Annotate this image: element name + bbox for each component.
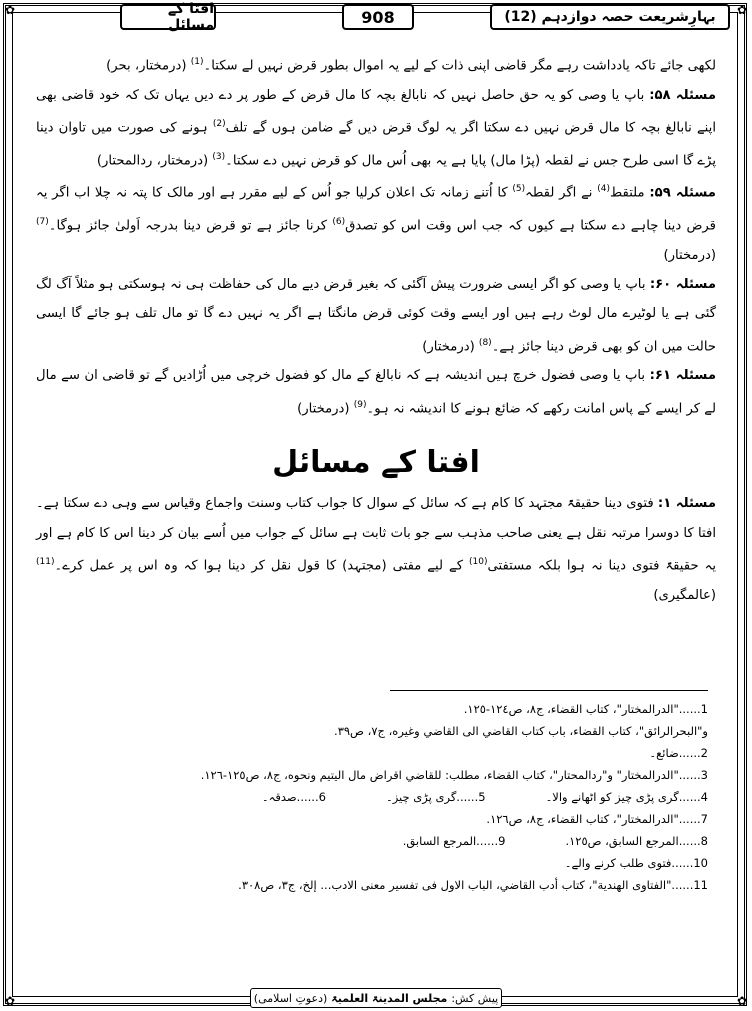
footnote: 3......"الدرالمختار" و"ردالمحتار"، كتاب القضاء، مطلب: للقاضي اقراض مال اليتيم ونحوه، ج٨، ص١٢٥-١٢٦.	[200, 768, 708, 782]
footer-org: (دعوتِ اسلامی)	[253, 991, 328, 1005]
chapter-title: افتا کے مسائل	[120, 4, 216, 30]
masala-59: مسئلہ ۵۹: ملتقط$^{(4)}$ نے اگر لقطہ$^{(5)}$ کا اُتنے زمانہ تک اعلان کرلیا جو اُس کے لیے مقرر ہے اور مالک کا پتہ نہ چلا اب اگر یہ قرض دینا چاہے دے سکتا ہے کیوں کہ جب اس وقت اس کو تصدق$^{(6)}$ کرنا جائز ہے تو قرض دینا بدرجہ اَولیٰ جائز ہوگا۔$^{(7)}$ (درمختار)	[36, 184, 716, 263]
footnote: 6......صدقہ۔	[261, 790, 326, 804]
corner-ornament-icon: ✿	[736, 994, 748, 1008]
corner-ornament-icon: ✿	[4, 994, 16, 1008]
masala-58: مسئلہ ۵۸: باپ یا وصی کو یہ حق حاصل نہیں کہ نابالغ بچہ کا مال قرض کے طور پر دے دیں یہاں تک کہ خود قاضی بھی اپنے نابالغ بچہ کا مال قرض نہیں دے سکتا اگر یہ لوگ قرض دیں گے ضامن ہوں گے تلف$^{(2)}$ ہونے کی صورت میں تاوان دینا پڑے گا اسی طرح جس نے لقطہ (پڑا مال) پایا ہے یہ بھی اُس مال کو قرض نہیں دے سکتا۔$^{(3)}$ (درمختار، ردالمحتار)	[36, 87, 717, 169]
main-text	[36, 48, 716, 610]
paragraph-continuation: لکھی جائے تاکہ یادداشت رہے مگر قاضی اپنی ذات کے لیے یہ اموال بطور قرض نہیں لے سکتا۔$^{(1)}$ (درمختار، بحر)	[106, 57, 716, 74]
footnote-row	[64, 786, 708, 808]
footnote: 2......ضائع۔	[649, 746, 708, 760]
corner-ornament-icon: ✿	[4, 3, 16, 17]
section-title: افتا کے مسائل	[272, 445, 480, 481]
footnotes	[64, 698, 708, 896]
footer-presented-by: پیش کش:	[451, 991, 499, 1005]
footnote: 9......المرجع السابق.	[402, 834, 506, 848]
corner-ornament-icon: ✿	[736, 3, 748, 17]
footnote-row	[64, 830, 708, 852]
footnote: 1......"الدرالمختار"، كتاب القضاء، ج٨، ص١٢٤-١٢٥.	[463, 702, 708, 716]
footnote: 11......"الفتاوى الهندية"، كتاب أدب القاضي، الباب الاول فى تفسير معنى الادب... إلخ، ج٣، ص٣٠٨.	[238, 878, 708, 892]
masala-60: مسئلہ ۶۰: باپ یا وصی کو اگر ایسی ضرورت پیش آگئی کہ بغیر قرض دیے مال کی حفاظت ہی نہ ہوسکتی ہو مثلاً آگ لگ گئی ہے یا لوٹیرے مال لوٹ رہے ہیں اور ایسے وقت کوئی قرض مانگتا ہے اگر یہ نہیں دے گا تو مال تلف ہو جائے گا ایسی حالت میں ان کو بھی قرض دینا جائز ہے۔$^{(8)}$ (درمختار)	[36, 277, 716, 355]
page-number: 908	[342, 4, 414, 30]
footer-publisher: مجلس المدینۃ العلمیۃ	[331, 991, 448, 1005]
footnote: 4......گری پڑی چیز کو اٹھانے والا۔	[545, 790, 708, 804]
footnote: 7......"الدرالمختار"، كتاب القضاء، ج٨، ص١٢٦.	[486, 812, 708, 826]
page-header	[22, 1, 730, 34]
footnote: 10......فتوی طلب کرنے والے۔	[564, 856, 708, 870]
footnote: و"البحرالرائق"، كتاب القضاء، باب كتاب القاضي الى القاضي وغيره، ج٧، ص٣٩.	[334, 724, 708, 738]
ifta-masala-1: مسئلہ ۱: فتوی دینا حقیقۃً مجتہد کا کام ہے کہ سائل کے سوال کا جواب کتاب وسنت واجماع وقیاس سے وہی دے سکتا ہے۔ افتا کا دوسرا مرتبہ نقل ہے یعنی صاحب مذہب سے جو بات ثابت ہے سائل کے جواب میں اُسے بیان کر دینا اس کا کام ہے اور یہ حقیقۃً فتوی دینا نہ ہوا بلکہ مستفتی$^{(10)}$ کے لیے مفتی (مجتہد) کا قول نقل کر دینا ہوا کہ وہ اس پر عمل کرے۔$^{(11)}$ (عالمگیری)	[36, 496, 717, 603]
masala-61: مسئلہ ۶۱: باپ یا وصی فضول خرچ ہیں اندیشہ ہے کہ نابالغ کے مال کو فضول خرچی میں اُڑادیں گے تو قاضی ان سے مال لے کر ایسے کے پاس امانت رکھے کہ ضائع ہونے کا اندیشہ نہ ہو۔$^{(9)}$ (درمختار)	[36, 368, 716, 416]
footnote: 5......گری پڑی چیز۔	[385, 790, 486, 804]
footnote-divider	[390, 690, 708, 691]
page-footer	[250, 988, 502, 1008]
footnote: 8......المرجع السابق، ص١٢٥.	[565, 834, 708, 848]
book-title: بہارِشریعت حصہ دوازدہم (12)	[490, 4, 730, 30]
